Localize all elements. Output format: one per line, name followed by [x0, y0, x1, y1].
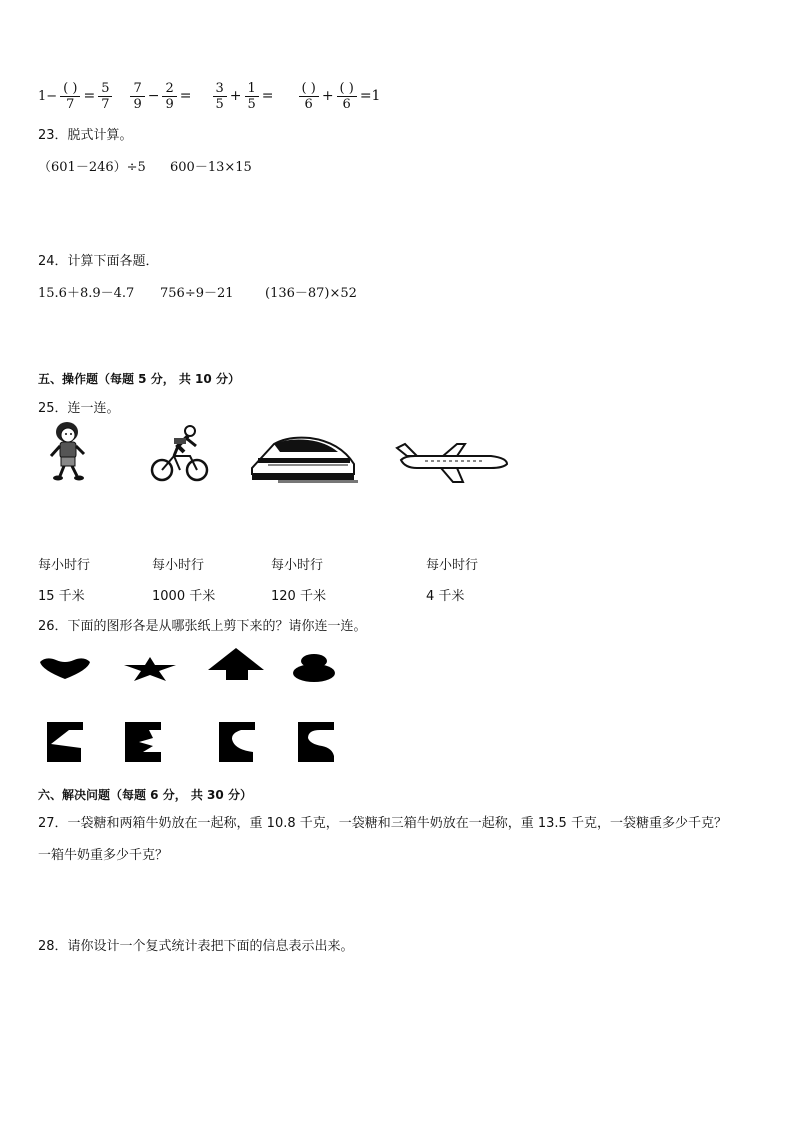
question-23-title: 23．脱式计算。: [38, 128, 133, 143]
expr2-fraction-b: [162, 81, 176, 112]
question-26-title: 26．下面的图形各是从哪张纸上剪下来的？请你连一连。: [38, 619, 367, 634]
fraction-denominator: 7: [66, 96, 75, 112]
speed-value-4[interactable]: 4 千米: [426, 589, 465, 604]
plus-sign: +: [229, 88, 242, 104]
speed-value-3[interactable]: 120 千米: [271, 589, 326, 604]
heart-shape-icon[interactable]: [38, 656, 92, 680]
minus-sign: −: [147, 88, 160, 104]
fraction-numerator: 3: [213, 81, 227, 97]
speed-label-2: 每小时行: [152, 558, 205, 573]
question-24-expr-2: 756÷9－21: [160, 286, 234, 301]
question-27-line-2: 一箱牛奶重多少千克？: [38, 848, 169, 863]
fraction-denominator: 5: [215, 96, 224, 112]
question-24-title: 24．计算下面各题．: [38, 254, 159, 269]
fraction-numerator: ( ): [299, 81, 319, 97]
speed-value-2[interactable]: 1000 千米: [152, 589, 216, 604]
fraction-denominator: 5: [247, 96, 256, 112]
arrow-shape-icon[interactable]: [208, 648, 264, 680]
fraction-numerator: ( ): [60, 81, 80, 97]
fraction-denominator: 7: [101, 96, 110, 112]
paper-cut-a-icon[interactable]: [47, 722, 83, 762]
speed-label-4: 每小时行: [426, 558, 479, 573]
question-25-title: 25．连一连。: [38, 401, 120, 416]
gourd-shape-icon[interactable]: [292, 653, 336, 683]
expr3-fraction-a: [213, 81, 227, 112]
fraction-numerator: ( ): [337, 81, 357, 97]
question-28-title: 28．请你设计一个复式统计表把下面的信息表示出来。: [38, 939, 354, 954]
question-24-expr-1: 15.6＋8.9－4.7: [38, 286, 135, 301]
expr4-blank-fraction-b[interactable]: [337, 81, 357, 112]
fraction-denominator: 9: [133, 96, 142, 112]
equals-sign: =: [261, 88, 274, 104]
speed-label-1: 每小时行: [38, 558, 91, 573]
question-27-line-1: 27．一袋糖和两箱牛奶放在一起称，重 10.8 千克，一袋糖和三箱牛奶放在一起称，重 13.5 千克，一袋糖重多少千克？: [38, 816, 727, 831]
fraction-row: [36, 78, 382, 114]
walking-child-icon[interactable]: [46, 420, 90, 482]
question-23-expr-2: 600－13×15: [170, 160, 252, 175]
fraction-denominator: 6: [304, 96, 313, 112]
expr1-blank-fraction[interactable]: [60, 81, 80, 112]
cyclist-icon[interactable]: [150, 424, 210, 486]
fraction-numerator: 5: [98, 81, 112, 97]
plus-sign: +: [321, 88, 334, 104]
speed-value-1[interactable]: 15 千米: [38, 589, 85, 604]
expr2-fraction-a: [130, 81, 144, 112]
airplane-icon[interactable]: [395, 440, 510, 484]
equals-sign: =: [83, 88, 96, 104]
expr4-blank-fraction-a[interactable]: [299, 81, 319, 112]
bullet-train-icon[interactable]: [248, 434, 358, 486]
equals-one: =1: [359, 88, 381, 104]
paper-cut-b-icon[interactable]: [125, 722, 161, 762]
section-6-heading: 六、解决问题（每题 6 分， 共 30 分）: [38, 788, 252, 802]
fraction-denominator: 6: [342, 96, 351, 112]
equals-sign: =: [179, 88, 192, 104]
fraction-denominator: 9: [165, 96, 174, 112]
question-23-expr-1: （601－246）÷5: [38, 160, 146, 175]
section-5-heading: 五、操作题（每题 5 分， 共 10 分）: [38, 372, 240, 386]
fraction-numerator: 2: [162, 81, 176, 97]
expr1-result-fraction: [98, 81, 112, 112]
star-shape-icon[interactable]: [124, 657, 176, 681]
expr3-fraction-b: [245, 81, 259, 112]
expr1-lead: 1−: [38, 88, 58, 104]
fraction-numerator: 1: [245, 81, 259, 97]
paper-cut-d-icon[interactable]: [298, 722, 334, 762]
fraction-numerator: 7: [130, 81, 144, 97]
question-24-expr-3: (136－87)×52: [265, 286, 357, 301]
speed-label-3: 每小时行: [271, 558, 324, 573]
paper-cut-c-icon[interactable]: [219, 722, 255, 762]
